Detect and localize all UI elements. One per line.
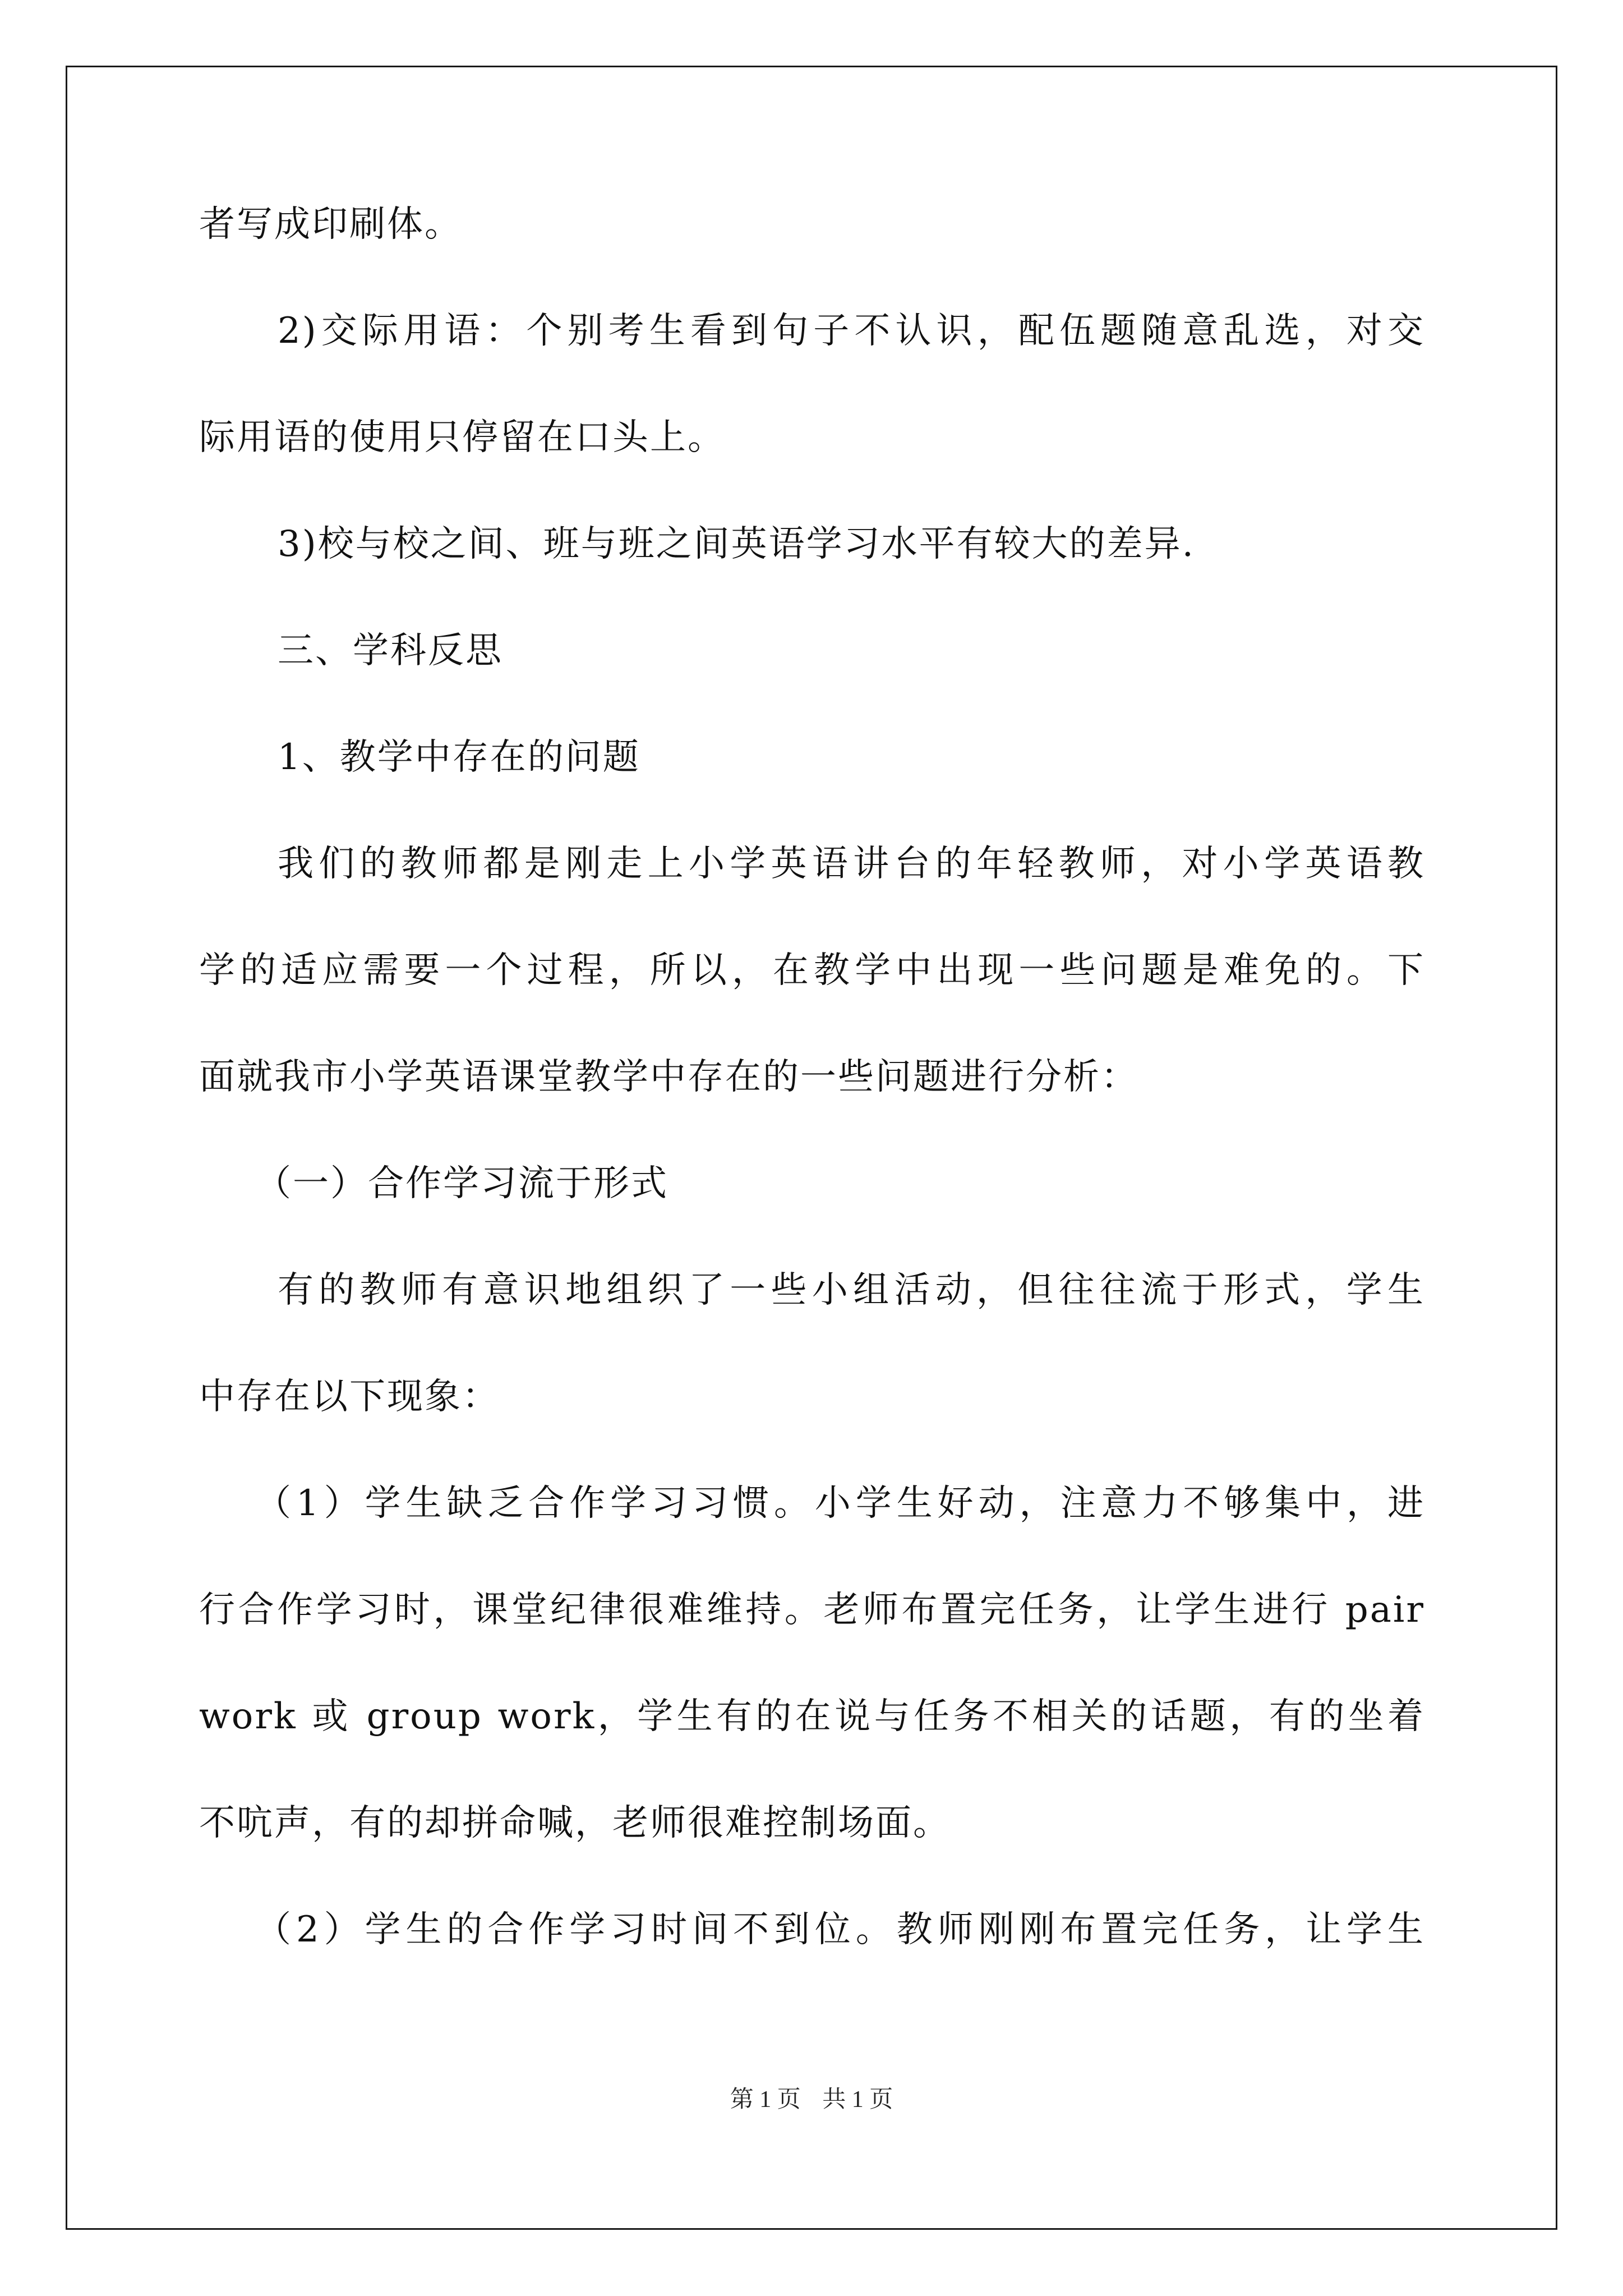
text-line: （2）学生的合作学习时间不到位。教师刚刚布置完任务，让学生 [255,1909,1425,1950]
subsection-heading: 1、教学中存在的问题 [278,737,640,778]
text-line: 有的教师有意识地组织了一些小组活动，但往往流于形式，学生 [278,1269,1425,1311]
page-footer [0,2086,1623,2114]
text-line: 行合作学习时，课堂纪律很难维持。老师布置完任务，让学生进行 pair [199,1589,1425,1631]
text-line: 者写成印刷体。 [199,204,462,245]
page-number: 第 1 页 [730,2087,801,2113]
page-total: 共 1 页 [822,2087,893,2113]
text-line: 我们的教师都是刚走上小学英语讲台的年轻教师，对小学英语教 [278,843,1425,885]
text-line: （1）学生缺乏合作学习习惯。小学生好动，注意力不够集中，进 [255,1483,1425,1524]
text-line: 学的适应需要一个过程，所以，在教学中出现一些问题是难免的。下 [199,950,1425,991]
text-line: 中存在以下现象： [199,1376,500,1418]
page-border [66,66,1557,2230]
text-line: 面就我市小学英语课堂教学中存在的一些问题进行分析： [199,1056,1138,1098]
text-line: 3)校与校之间、班与班之间英语学习水平有较大的差异. [278,523,1196,565]
text-line: 际用语的使用只停留在口头上。 [199,417,725,458]
section-heading: 三、学科反思 [278,630,503,671]
text-line: work 或 group work，学生有的在说与任务不相关的话题，有的坐着 [199,1696,1425,1737]
text-line: 不吭声，有的却拼命喊，老师很难控制场面。 [199,1802,951,1844]
text-line: 2)交际用语：个别考生看到句子不认识，配伍题随意乱选，对交 [278,310,1425,352]
subsection-heading: （一）合作学习流于形式 [255,1163,668,1204]
